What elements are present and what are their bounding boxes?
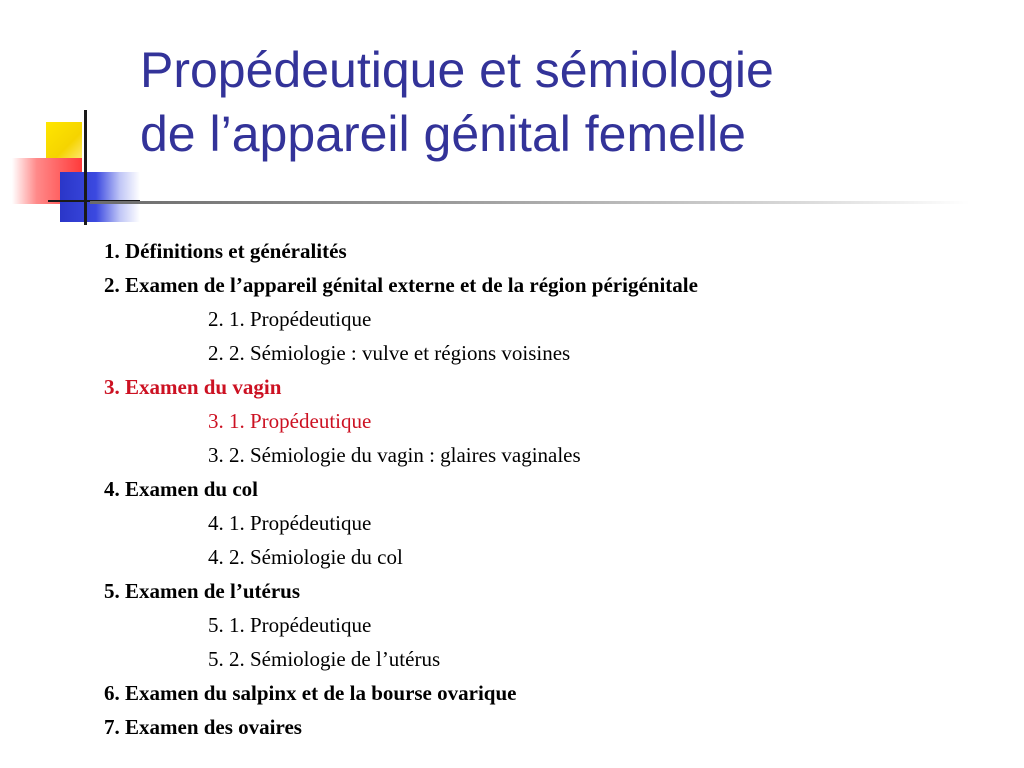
- slide-title: [140, 38, 1000, 166]
- vertical-line: [84, 110, 87, 225]
- outline-item: 3. 2. Sémiologie du vagin : glaires vaginales: [208, 443, 581, 467]
- outline-item: 2. 2. Sémiologie : vulve et régions voisines: [208, 341, 571, 365]
- title-line-2: de l’appareil génital femelle: [140, 106, 746, 162]
- outline-item: 1. Définitions et généralités: [104, 239, 347, 263]
- yellow-square: [46, 122, 82, 162]
- decorative-squares-logo: [0, 100, 160, 230]
- outline-item: 5. 2. Sémiologie de l’utérus: [208, 647, 441, 671]
- title-line-1: Propédeutique et sémiologie: [140, 42, 774, 98]
- outline-item-active: 3. 1. Propédeutique: [208, 409, 372, 433]
- outline-item: 4. Examen du col: [104, 477, 259, 501]
- outline-item: 2. 1. Propédeutique: [208, 307, 372, 331]
- outline-item: 4. 1. Propédeutique: [208, 511, 372, 535]
- outline-item: 7. Examen des ovaires: [104, 715, 302, 739]
- outline-list: [104, 234, 1004, 744]
- outline-item: 4. 2. Sémiologie du col: [208, 545, 403, 569]
- blue-square: [60, 172, 140, 222]
- outline-item-active: 3. Examen du vagin: [104, 375, 282, 399]
- outline-item: 2. Examen de l’appareil génital externe et de la région périgénitale: [104, 273, 698, 297]
- outline-item: 5. Examen de l’utérus: [104, 579, 300, 603]
- outline-item: 5. 1. Propédeutique: [208, 613, 372, 637]
- title-underline-rule: [90, 201, 970, 204]
- outline-item: 6. Examen du salpinx et de la bourse ovarique: [104, 681, 517, 705]
